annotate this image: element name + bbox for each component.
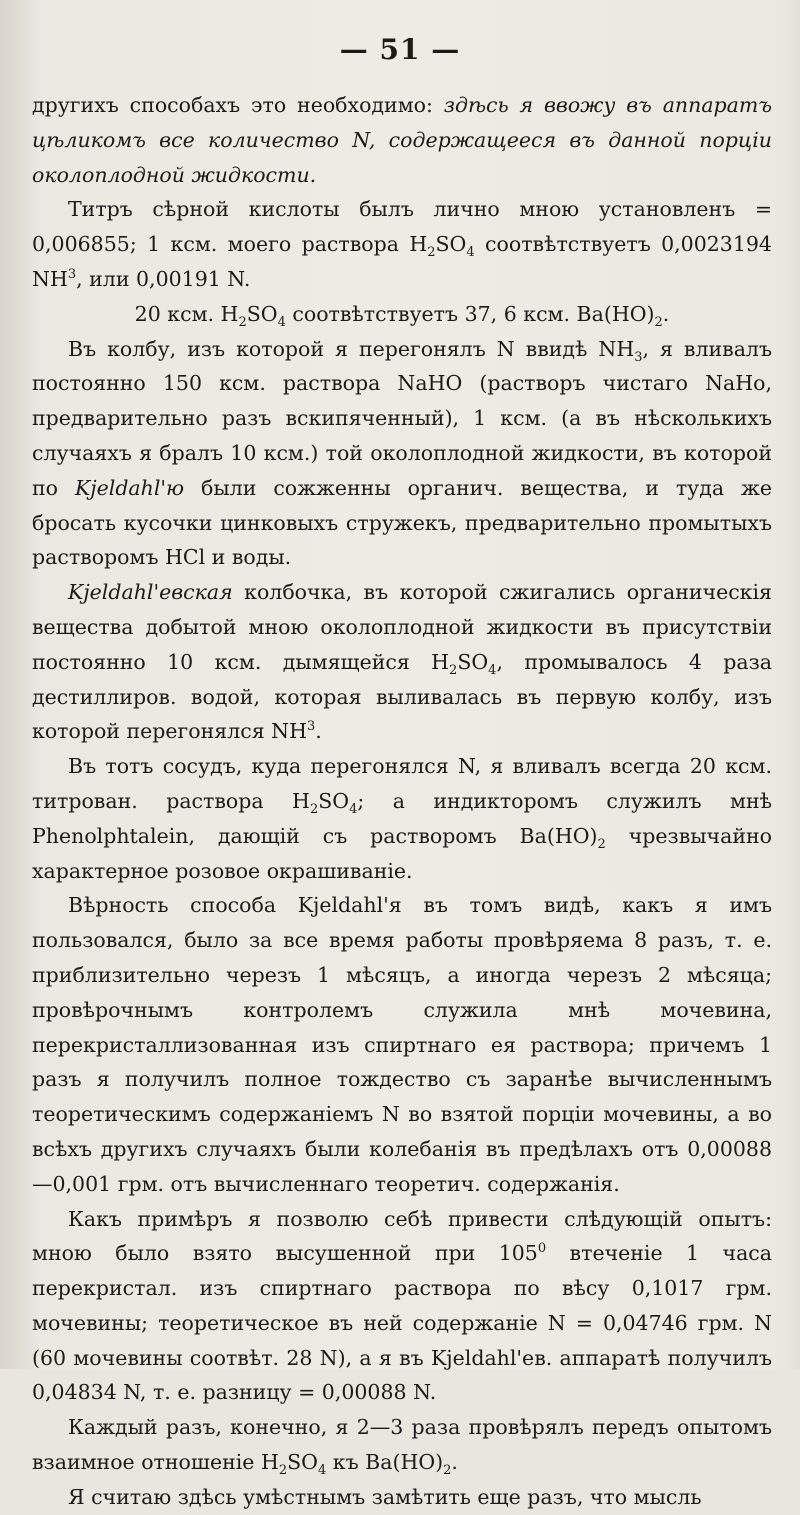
paragraph-8	[32, 1202, 772, 1411]
text-run: .	[451, 1450, 458, 1475]
text-run: .	[315, 719, 322, 744]
paragraph-6	[32, 749, 772, 888]
paragraph-2	[32, 192, 772, 296]
text-run: Въ тотъ сосудъ, куда перегонялся N, я вливалъ всегда 20 ксм. титрован. раствора H	[32, 754, 772, 813]
text-run: , промывалось 4 раза дестиллиров. водой, которая выливалась въ первую колбу, изъ которой перегонялся NH	[32, 649, 773, 744]
subscript: 4	[466, 245, 475, 261]
text-run: соотвѣтствуетъ 0,0023194 NH	[32, 232, 772, 291]
subscript: 3	[634, 349, 643, 365]
paragraph-10: Я считаю здѣсь умѣстнымъ замѣтить еще разъ, что мысль	[68, 1484, 702, 1509]
superscript: 3	[67, 267, 77, 283]
subscript: 2	[597, 836, 606, 852]
subscript: 4	[349, 802, 358, 818]
subscript: 2	[654, 314, 663, 330]
text-run: Какъ примѣръ я позволю себѣ привести слѣдующій опытъ: мною было взято высушенной при 105	[32, 1206, 772, 1266]
text-run: SO	[287, 1450, 318, 1475]
text-run: 20 ксм. H	[134, 301, 239, 326]
text-run: были сожженны органич. вещества, и туда же бросать кусочки цинковыхъ стружекъ, предварительно промытыхъ растворомъ HCl и воды.	[32, 475, 772, 570]
superscript: 0	[537, 1241, 547, 1257]
italic-run: Kjeldahl'евская	[68, 580, 233, 605]
text-run: другихъ способахъ это необходимо:	[32, 93, 444, 117]
subscript: 2	[309, 802, 319, 818]
paragraph-9	[32, 1410, 772, 1480]
text-run: Каждый разъ, конечно, я 2—3 раза провѣрялъ передъ опытомъ взаимное отношеніе H	[32, 1415, 772, 1475]
paragraph-7: Вѣрность способа Kjeldahl'я въ томъ видѣ, какъ я имъ пользовался, было за все время работы провѣряема 8 разъ, т. е. приблизительно черезъ 1 мѣсяцъ, а иногда черезъ 2 мѣсяца; провѣрочнымъ контролемъ служила мнѣ мочевина, перекристаллизованная изъ спиртнаго ея раствора; причемъ 1 разъ я получилъ полное тождество съ заранѣе вычисленнымъ теоретическимъ содержаніемъ N во взятой порціи мочевины, а во всѣхъ другихъ случаяхъ были колебанія въ предѣлахъ отъ 0,00088—0,001 грм. отъ вычисленнаго теоретич. содержанія.	[32, 893, 772, 1196]
subscript: 4	[317, 1463, 327, 1479]
subscript: 2	[449, 662, 458, 678]
text-run: SO	[435, 232, 467, 257]
subscript: 2	[238, 314, 247, 330]
superscript: 3	[306, 719, 316, 735]
text-body	[32, 88, 772, 1515]
text-run: Въ колбу, изъ которой я перегонялъ N ввидѣ NH	[68, 336, 635, 361]
text-run: колбочка, въ которой сжигались органическія вещества добытой мною околоплодной жидкости въ присутствіи постоянно 10 ксм. дымящейся H	[32, 580, 772, 674]
text-run: .	[662, 301, 670, 326]
text-run: SO	[246, 301, 278, 326]
subscript: 2	[427, 245, 436, 261]
text-run: ; а индикторомъ служилъ мнѣ Phenolphtalein, дающій съ растворомъ Ba(HO)	[32, 788, 772, 848]
text-run: , или 0,00191 N.	[76, 266, 251, 291]
paragraph-5	[32, 575, 772, 749]
text-run: Титръ сѣрной кислоты былъ лично мною установленъ = 0,006855; 1 ксм. моего раствора H	[32, 197, 772, 257]
text-run: къ Ba(HO)	[326, 1450, 444, 1475]
subscript: 2	[278, 1463, 288, 1479]
italic-run: здѣсь я ввожу въ аппаратъ цѣликомъ все количество N, содержащееся въ данной порціи околоплодной жидкости.	[32, 93, 772, 187]
text-run: чрезвычайно характерное розовое окрашиваніе.	[32, 823, 772, 883]
page-number: — 51 —	[339, 33, 461, 66]
text-run: SO	[318, 788, 350, 813]
paragraph-3	[32, 297, 772, 332]
text-run: соотвѣтствуетъ 37, 6 ксм. Ba(HO)	[285, 301, 655, 326]
text-run: , я вливалъ постоянно 150 ксм. раствора NaHO (растворъ чистаго NaHo, предварительно разъ вскипяченный), 1 ксм. (а въ нѣсколькихъ случаяхъ я бралъ 10 ксм.) той околоплодной жидкости, въ которой по	[32, 336, 772, 500]
subscript: 4	[488, 662, 497, 678]
text-run: SO	[457, 649, 489, 674]
italic-run: Kjeldahl'ю	[74, 475, 185, 500]
text-run: втеченіе 1 часа перекристал. изъ спиртнаго раствора по вѣсу 0,1017 грм. мочевины; теоретическое въ ней содержаніе N = 0,04746 грм. N (60 мочевины соотвѣт. 28 N), а я въ Kjeldahl'ев. аппаратѣ получилъ 0,04834 N, т. е. разницу = 0,00088 N.	[32, 1241, 772, 1405]
subscript: 4	[277, 314, 286, 330]
paragraph-4	[32, 332, 772, 576]
subscript: 2	[443, 1463, 452, 1479]
paragraph-1	[32, 88, 772, 192]
